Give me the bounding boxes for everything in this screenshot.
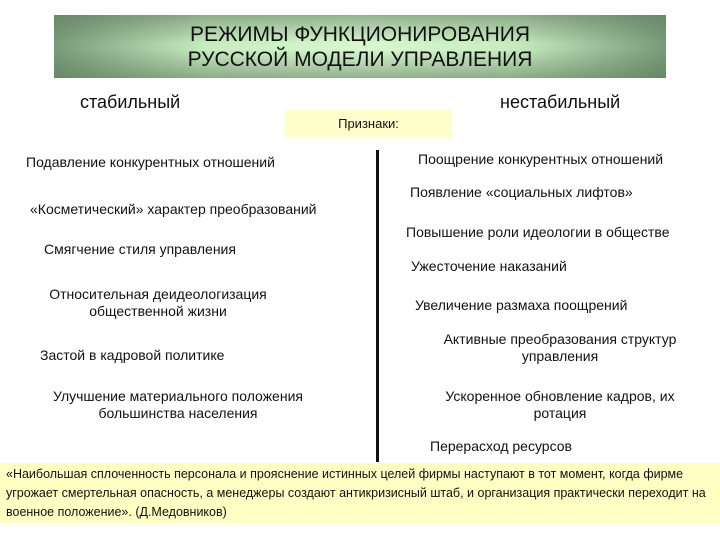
stable-item: «Косметический» характер преобразований <box>30 201 317 217</box>
unstable-item: Появление «социальных лифтов» <box>410 184 633 200</box>
unstable-item: Увеличение размаха поощрений <box>415 297 628 313</box>
stable-item: Смягчение стиля управления <box>44 241 236 257</box>
unstable-item: Поощрение конкурентных отношений <box>418 151 664 167</box>
quote-box: «Наибольшая сплоченность персонала и прояснение истинных целей фирмы наступают в тот момент, когда фирме угрожает смертельная опасность, а менеджеры создают антикризисный штаб, и организация практически переходит на военное положение». (Д.Медовников) <box>0 463 720 523</box>
signs-label: Признаки: <box>285 110 452 138</box>
stable-item: Относительная деидеологизация общественной жизни <box>49 286 267 319</box>
stable-heading: стабильный <box>80 92 181 112</box>
stable-item: Подавление конкурентных отношений <box>26 154 275 170</box>
unstable-item: Активные преобразования структур управления <box>443 331 677 364</box>
unstable-item: Ужесточение наказаний <box>411 258 567 274</box>
stable-item: Застой в кадровой политике <box>40 347 225 363</box>
slide-title <box>54 15 666 78</box>
unstable-item: Повышение роли идеологии в обществе <box>406 224 670 240</box>
divider-line <box>376 150 379 462</box>
unstable-heading: нестабильный <box>500 92 621 112</box>
unstable-item: Перерасход ресурсов <box>430 438 572 454</box>
unstable-item: Ускоренное обновление кадров, их ротация <box>445 388 675 421</box>
title-line-2: РУССКОЙ МОДЕЛИ УПРАВЛЕНИЯ <box>187 48 533 71</box>
stable-item: Улучшение материального положения большинства населения <box>53 388 303 421</box>
title-line-1: РЕЖИМЫ ФУНКЦИОНИРОВАНИЯ <box>189 23 531 46</box>
